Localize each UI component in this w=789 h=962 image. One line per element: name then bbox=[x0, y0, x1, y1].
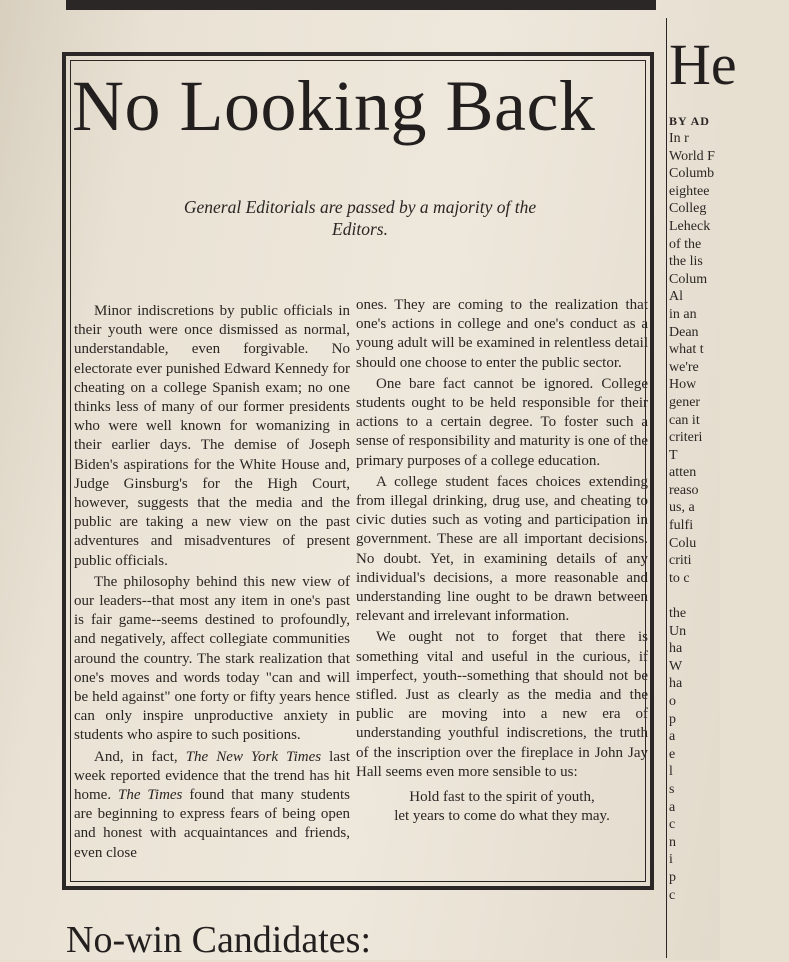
adjacent-text-line: How bbox=[669, 377, 697, 393]
adjacent-text-line: of the bbox=[669, 236, 702, 252]
paragraph: Minor indiscretions by public officials in their youth were once dismissed as normal, understandable, even forgivable. No electorate ever punished Edward Kennedy for cheating on a college Spanish exam; no one thinks less of many of our former presidents who were well known for womanizing in their earlier days. The demise of Joseph Biden's aspirations for the White House and, Judge Ginsburg's for the High Court, however, suggests that the media and the public are taking a new view on the past adventures and misadventures of present public officials. bbox=[74, 303, 350, 569]
publication-name: The Times bbox=[117, 787, 183, 804]
adjacent-text-line: o bbox=[669, 694, 676, 709]
adjacent-text-line: W bbox=[669, 658, 683, 674]
adjacent-text-line: eightee bbox=[669, 183, 710, 199]
adjacent-text-line: what t bbox=[669, 342, 704, 358]
adjacent-text-line: fulfi bbox=[669, 518, 694, 534]
adjacent-text-line: gener bbox=[669, 394, 701, 410]
adjacent-text-line bbox=[669, 587, 789, 605]
adjacent-text-line: c bbox=[669, 817, 676, 833]
adjacent-headline: He bbox=[669, 32, 737, 97]
adjacent-text-line: can it bbox=[669, 412, 700, 428]
adjacent-text-line: Columb bbox=[669, 166, 715, 182]
paragraph: One bare fact cannot be ignored. College students ought to be held responsible for their actions to a certain degree. To foster such a sense of responsibility and maturity is one of the primary purposes of a college education. bbox=[356, 375, 648, 469]
paragraph: The philosophy behind this new view of our leaders--that most any item in one's past is fair game--seems destined to profoundly, and negatively, affect collegiate communities around the country. The stark realization that one's moves and words today "can and will be held against" one forty or fifty years hence can only inspire unproductive anxiety in students who aspire to such positions. bbox=[74, 573, 350, 744]
paragraph-times bbox=[74, 748, 350, 863]
adjacent-text-line: c bbox=[669, 887, 676, 903]
adjacent-text-line: reaso bbox=[669, 482, 699, 498]
adjacent-text-line: p bbox=[669, 869, 676, 885]
adjacent-text-line: to c bbox=[669, 570, 690, 586]
publication-name: The New York Times bbox=[185, 748, 322, 765]
adjacent-text-line: criti bbox=[669, 553, 692, 569]
adjacent-text-line: the bbox=[669, 606, 687, 622]
paragraph: We ought not to forget that there is something vital and useful in the curious, if imperfect, youth--something that should not be stifled. Just as clearly as the media and the public are moving into a new era of understanding youthful indiscretions, the truth of the inscription over the fireplace in John Jay Hall seems even more sensible to us: bbox=[356, 629, 648, 780]
left-column bbox=[74, 302, 350, 865]
adjacent-text-line: a bbox=[669, 729, 676, 745]
quote bbox=[356, 788, 648, 826]
adjacent-text-line: a bbox=[669, 799, 676, 815]
adjacent-text-line: i bbox=[669, 852, 673, 868]
adjacent-article bbox=[666, 18, 737, 958]
adjacent-text-line: Un bbox=[669, 623, 687, 639]
adjacent-text-line: the lis bbox=[669, 254, 703, 270]
adjacent-text-line: Colleg bbox=[669, 201, 707, 217]
top-rule bbox=[66, 0, 656, 10]
adjacent-text-line: e bbox=[669, 746, 676, 762]
right-column bbox=[356, 296, 648, 828]
text: And, in fact, bbox=[94, 748, 178, 765]
editorial-headline: No Looking Back bbox=[72, 66, 596, 146]
adjacent-text-line: ha bbox=[669, 641, 683, 657]
adjacent-text-line: In r bbox=[669, 131, 689, 146]
paragraph: ones. They are coming to the realization that one's actions in college and one's conduct as a young adult will be examined in relentless detail should one choose to enter the public sector. bbox=[356, 297, 648, 371]
adjacent-text-line: we're bbox=[669, 359, 699, 375]
text: found that many students are beginning to express fears of being open and honest with acquaintances and friends, even close bbox=[74, 787, 351, 861]
quote-line: let years to come do what they may. bbox=[394, 808, 610, 825]
adjacent-text-line: in an bbox=[669, 306, 697, 322]
adjacent-text-line: s bbox=[669, 781, 675, 797]
quote-line: Hold fast to the spirit of youth, bbox=[409, 789, 595, 806]
adjacent-text-line: Colum bbox=[669, 271, 708, 287]
adjacent-text-line: T bbox=[669, 447, 678, 463]
paragraph: A college student faces choices extending from illegal drinking, drug use, and cheating to civic duties such as voting and participation in government. These are all important decisions. No doubt. Yet, in examining details of any individual's decisions, a more reasonable and understanding line ought to be drawn between relevant and irrelevant information. bbox=[356, 473, 648, 625]
adjacent-text-line: criteri bbox=[669, 430, 703, 446]
adjacent-text bbox=[669, 130, 789, 904]
text: last week reported evidence that the trend has hit home. bbox=[74, 748, 351, 804]
adjacent-text-line: n bbox=[669, 834, 676, 850]
adjacent-text-line: Dean bbox=[669, 324, 699, 340]
adjacent-text-line: p bbox=[669, 711, 676, 727]
adjacent-text-line: atten bbox=[669, 465, 697, 481]
next-headline: No-win Candidates: bbox=[66, 919, 372, 961]
editorial-deck: General Editorials are passed by a majority of the Editors. bbox=[183, 197, 537, 239]
adjacent-text-line: Al bbox=[669, 289, 683, 305]
adjacent-byline: BY AD bbox=[669, 114, 710, 128]
adjacent-text-line: Leheck bbox=[669, 218, 711, 234]
adjacent-text-line: World F bbox=[669, 148, 715, 164]
adjacent-text-line: us, a bbox=[669, 500, 695, 516]
adjacent-text-line: Colu bbox=[669, 535, 697, 551]
adjacent-text-line: ha bbox=[669, 676, 683, 692]
adjacent-text-line: l bbox=[669, 764, 673, 780]
